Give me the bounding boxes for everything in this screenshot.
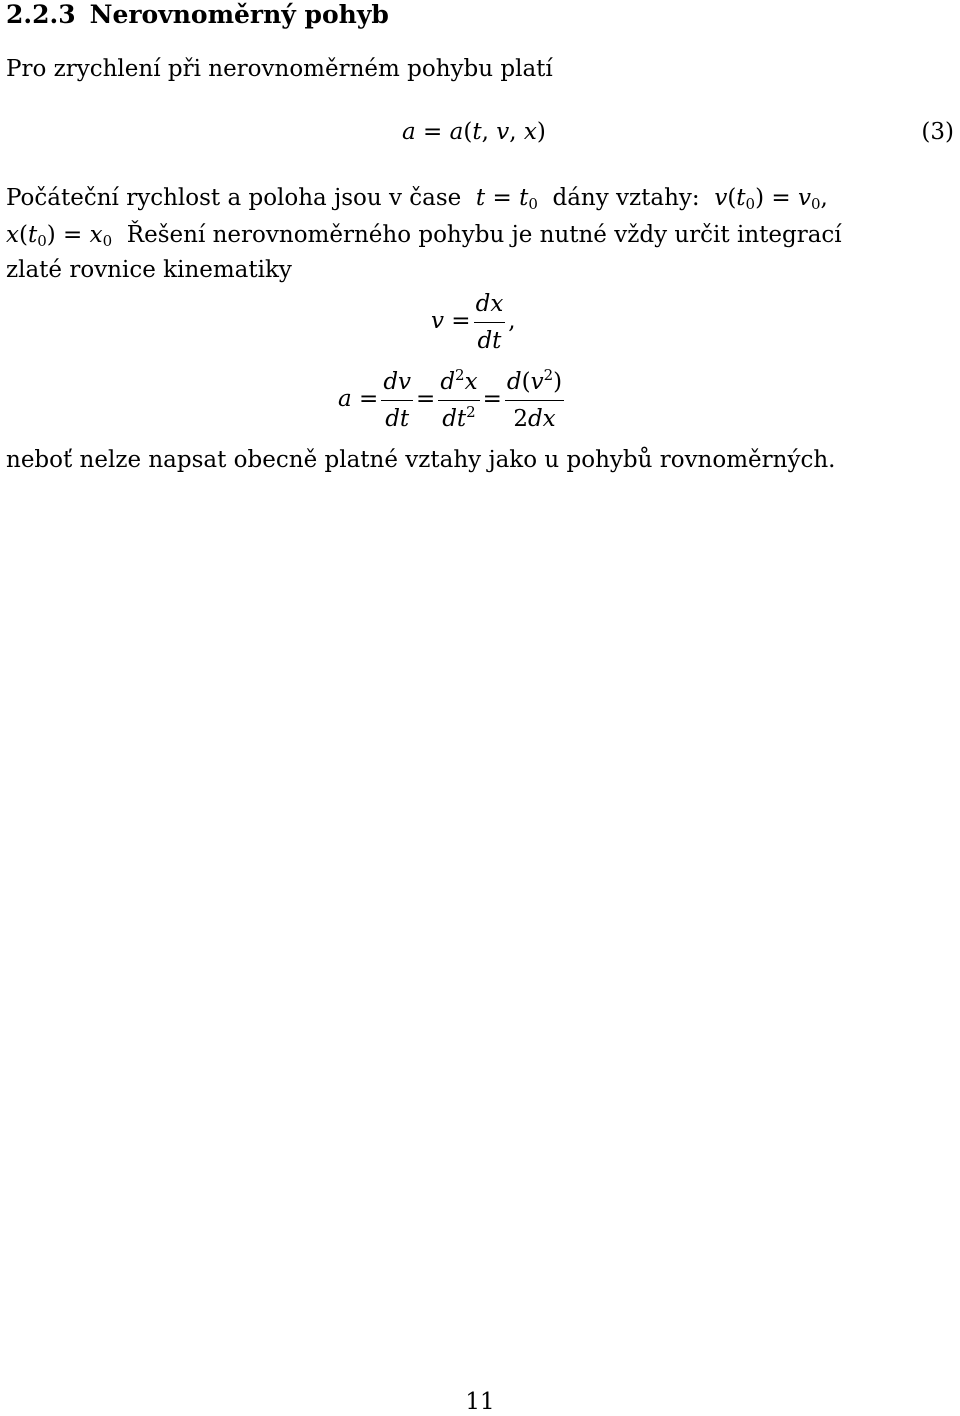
fraction-d2x-dt2: $\frac{d^2x}{dt^2}$	[440, 365, 478, 432]
fraction-dx-dt: $\frac{dx}{dt}$	[474, 287, 506, 358]
fraction-dv-dt: $\frac{dv}{dt}$	[381, 365, 413, 436]
time-condition: $t = t_0$	[475, 185, 538, 213]
solution-line	[6, 221, 842, 249]
kinematics-text: zlaté rovnice kinematiky	[6, 257, 292, 283]
intro-text: Pro zrychlení při nerovnoměrném pohybu platí	[6, 56, 553, 82]
given-relations-text: dány vztahy:	[552, 185, 700, 211]
closing-text: neboť nelze napsat obecně platné vztahy jako u pohybů rovnoměrných.	[6, 447, 836, 473]
section-number: 2.2.3	[6, 0, 76, 29]
fraction-dv2-2dx: $\frac{d(v^2)}{2dx}$	[506, 365, 563, 432]
initial-conditions-line	[6, 184, 828, 212]
equation-number: (3)	[921, 119, 954, 145]
velocity-condition: $v(t_0) = v_0$,	[714, 185, 828, 213]
equation-velocity: v = $\frac{dx}{dt}$ ,	[431, 286, 516, 358]
section-heading	[6, 0, 389, 30]
equation-acceleration: a = a(t, v, x)	[402, 119, 546, 145]
solution-text: Řešení nerovnoměrného pohybu je nutné vždy určit integrací	[126, 222, 842, 248]
section-title: Nerovnoměrný pohyb	[89, 0, 389, 29]
page-number: 11	[465, 1389, 495, 1415]
equation-acceleration-derivatives: a = $\frac{dv}{dt}$ = $\frac{d^2x}{dt^2}$ = $\frac{d(v^2)}{2dx}$	[338, 364, 567, 436]
initial-conditions-text: Počáteční rychlost a poloha jsou v čase	[6, 185, 462, 211]
position-condition: $x(t_0) = x_0$	[6, 222, 113, 250]
